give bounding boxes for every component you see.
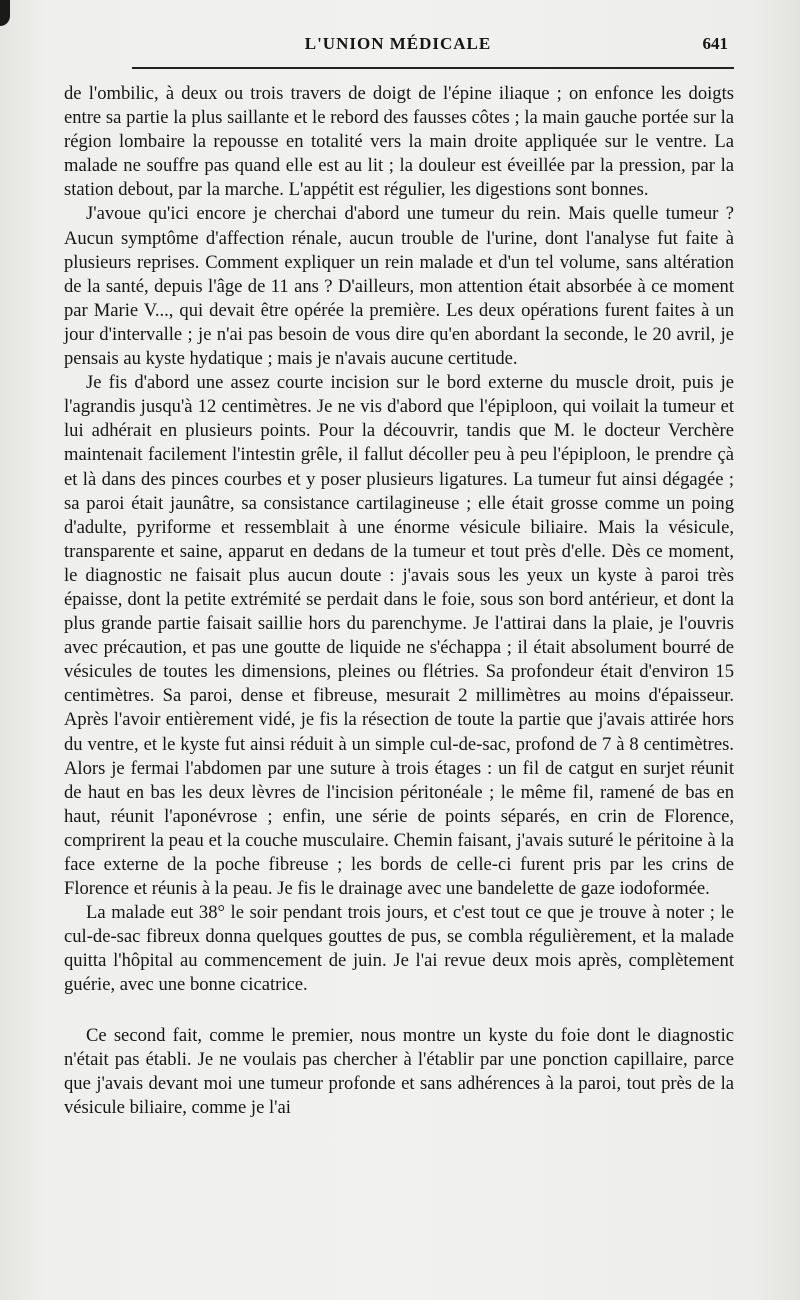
paragraph: Ce second fait, comme le premier, nous montre un kyste du foie dont le diagnostic n'était pas établi. Je ne voulais pas chercher à l'établir par une ponction capillaire, parce que j'avais devant moi une tumeur profonde et sans adhérences à la paroi, tout près de la vésicule biliaire, comme je l'ai [64, 1024, 734, 1118]
running-title: L'UNION MÉDICALE [304, 34, 492, 53]
header-rule [132, 67, 734, 69]
paragraph: J'avoue qu'ici encore je cherchai d'abord une tumeur du rein. Mais quelle tumeur ? Aucun symptôme d'affection rénale, aucun trouble de l'urine, dont l'analyse fut faite à plusieurs reprises. Comment expliquer un rein malade et d'un tel volume, sans altération de la santé, depuis l'âge de 11 ans ? D'ailleurs, mon attention était absorbée à ce moment par Marie V..., qui devait être opérée la première. Les deux opérations furent faites à un jour d'intervalle ; je n'ai pas besoin de vous dire qu'en abordant la seconde, le 20 avril, je pensais au kyste hydatique ; mais je n'avais aucune certitude. [64, 203, 734, 370]
paragraph: La malade eut 38° le soir pendant trois jours, et c'est tout ce que je trouve à noter ; le cul-de-sac fibreux donna quelques gouttes de pus, se combla régulièrement, et la malade quitta l'hôpital au commencement de juin. Je l'ai revue deux mois après, complètement guérie, avec une bonne cicatrice. [64, 902, 734, 996]
page-number: 641 [702, 34, 728, 53]
paragraph: Je fis d'abord une assez courte incision sur le bord externe du muscle droit, puis je l'agrandis jusqu'à 12 centimètres. Je ne vis d'abord que l'épiploon, qui voilait la tumeur et lui adhérait en plusieurs points. Pour la découvrir, tandis que M. le docteur Verchère maintenait facilement l'intestin grêle, il fallut décoller peu à peu l'épiploon, le prendre çà et là dans des pinces courbes et y poser plusieurs ligatures. La tumeur fut ainsi dégagée ; sa paroi était jaunâtre, sa consistance cartilagineuse ; elle était grosse comme un poing d'adulte, pyriforme et ressemblait à une énorme vésicule biliaire. Mais la vésicule, transparente et saine, apparut en dedans de la tumeur et tout près d'elle. Dès ce moment, le diagnostic ne faisait plus aucun doute : j'avais sous les yeux un kyste à paroi très épaisse, dont la petite extrémité se perdait dans le foie, sous son bord antérieur, et dont la plus grande partie faisait saillie hors du parenchyme. Je l'attirai dans la plaie, je l'ouvris avec précaution, et pas une goutte de liquide ne s'échappa ; il était absolument bourré de vésicules de toutes les dimensions, pleines ou flétries. Sa profondeur était d'environ 15 centimètres. Sa paroi, dense et fibreuse, mesurait 2 millimètres au moins d'épaisseur. Après l'avoir entièrement vidé, je fis la résection de toute la partie que j'avais attirée hors du ventre, et le kyste fut ainsi réduit à un simple cul-de-sac, profond de 7 à 8 centimètres. Alors je fermai l'abdomen par une suture à trois étages : un fil de catgut en surjet réunit de haut en bas les deux lèvres de l'incision péritonéale ; le même fil, ramené de bas en haut, réunit l'aponévrose ; enfin, une série de points séparés, en crin de Florence, comprirent la peau et la couche musculaire. Chemin faisant, j'avais suturé le péritoine à la face externe de la poche fibreuse ; les bords de celle-ci furent pris par les crins de Florence et réunis à la peau. Je fis le drainage avec une bandelette de gaze iodoformée. [64, 372, 734, 900]
scan-edge-mark [0, 0, 10, 26]
page-header [62, 30, 734, 62]
body-text [64, 82, 734, 1120]
paragraph-continued: de l'ombilic, à deux ou trois travers de doigt de l'épine iliaque ; on enfonce les doigts entre sa partie la plus saillante et le rebord des fausses côtes ; la main gauche portée sur la région lombaire la repousse en totalité vers la main droite appliquée sur le ventre. La malade ne souffre pas quand elle est au lit ; la douleur est éveillée par la pression, par la station debout, par la marche. L'appétit est régulier, les digestions sont bonnes. [64, 83, 734, 201]
